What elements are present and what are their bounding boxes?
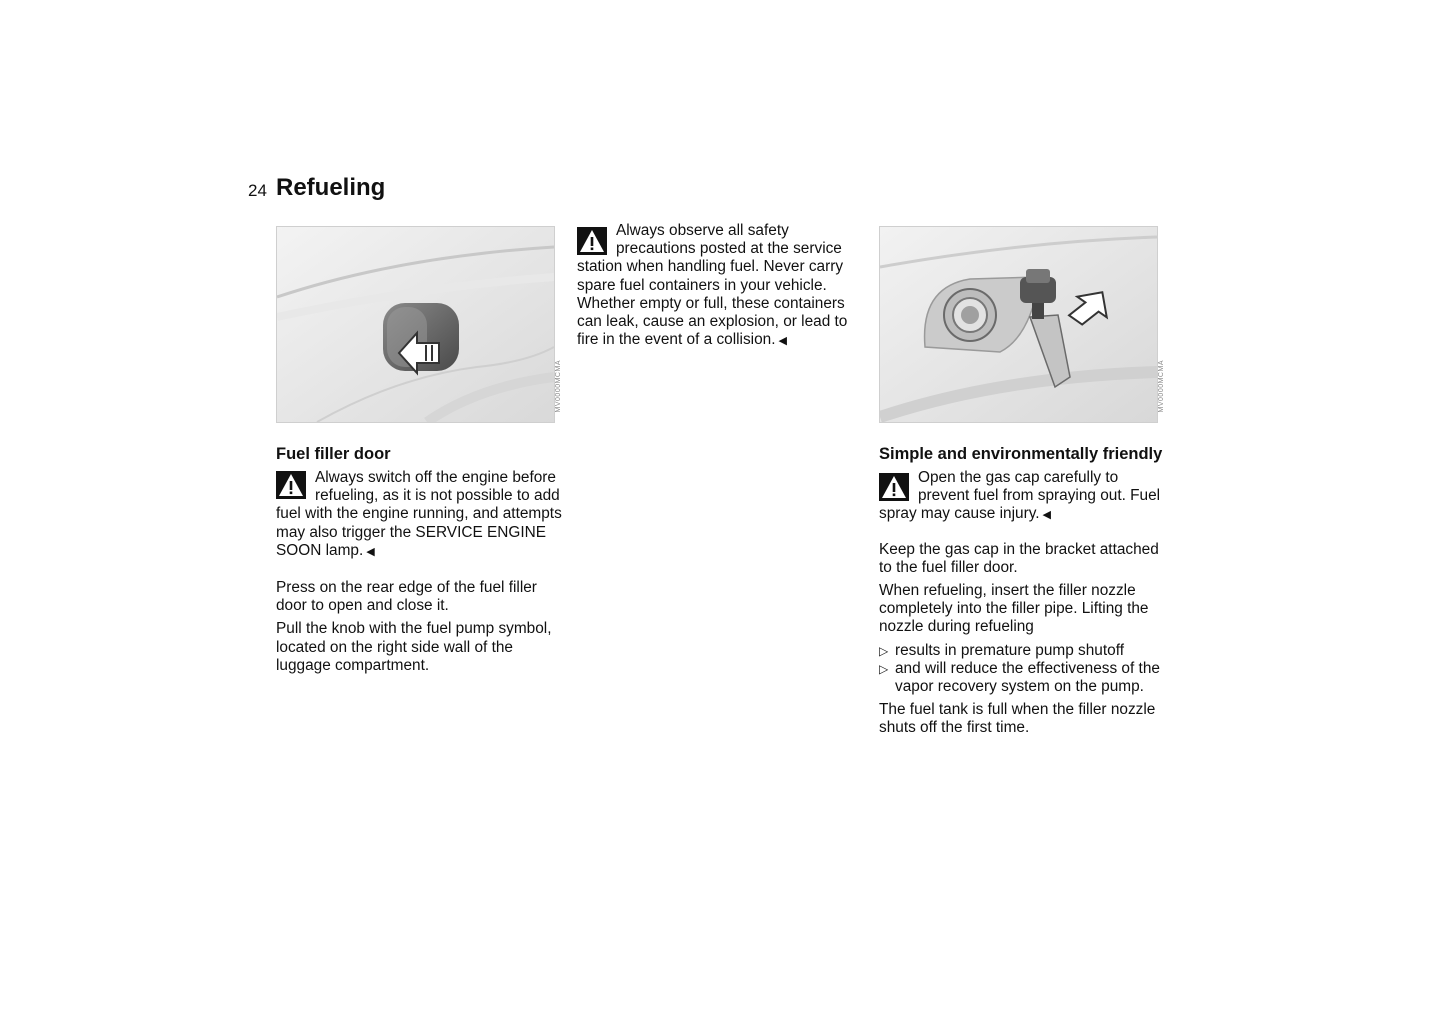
bullet-triangle-icon: ▷: [879, 643, 889, 658]
engine-warning: [276, 469, 568, 561]
nozzle-effects-list: [879, 642, 1171, 697]
safety-warning-text: Always observe all safety precautions posted at the service station when handling fuel. Never carry spare fuel containers in your vehicle. Whether empty or full, these containers can leak, cause an explosion, or lead to fire in the event of a collision.: [577, 222, 848, 349]
engine-warning-text: Always switch off the engine before refueling, as it is not possible to add fuel with the engine running, and attempts may also trigger the SERVICE ENGINE SOON lamp.: [276, 469, 562, 559]
figure-code: MV0000MCMA: [1158, 360, 1165, 413]
gas-cap-warning: [879, 469, 1171, 525]
bracket-paragraph: Keep the gas cap in the bracket attached to the fuel filler door.: [879, 540, 1159, 576]
safety-warning: [577, 222, 869, 350]
page-number: 24: [248, 181, 267, 200]
fuel-filler-door-heading: Fuel filler door: [276, 445, 391, 463]
gas-cap-figure: [879, 226, 1158, 423]
tank-full-paragraph: The fuel tank is full when the filler nozzle shuts off the first time.: [879, 701, 1156, 737]
middle-column: [577, 222, 869, 355]
fuel-filler-door-figure: [276, 226, 555, 423]
knob-paragraph: Pull the knob with the fuel pump symbol, located on the right side wall of the luggage compartment.: [276, 620, 552, 674]
environment-heading: Simple and environmentally friendly: [879, 445, 1163, 463]
warning-triangle-icon: [879, 473, 909, 501]
list-item: ▷ and will reduce the effectiveness of the vapor recovery system on the pump.: [879, 659, 1160, 696]
nozzle-paragraph: When refueling, insert the filler nozzle completely into the filler pipe. Lifting the nozzle during refueling: [879, 582, 1149, 636]
end-mark-icon: ◀: [366, 545, 375, 558]
fuel-filler-door-illustration: [277, 227, 554, 422]
right-column: [879, 444, 1171, 743]
list-item: ▷ results in premature pump shutoff: [879, 641, 1124, 659]
open-door-paragraph: Press on the rear edge of the fuel filler door to open and close it.: [276, 579, 537, 615]
warning-triangle-icon: [577, 227, 607, 255]
gas-cap-warning-text: Open the gas cap carefully to prevent fuel from spraying out. Fuel spray may cause injury.: [879, 469, 1161, 523]
bullet-triangle-icon: ▷: [879, 661, 889, 676]
end-mark-icon: ◀: [778, 335, 787, 348]
left-column: [276, 444, 568, 680]
gas-cap-illustration: [880, 227, 1157, 422]
end-mark-icon: ◀: [1042, 509, 1051, 522]
warning-triangle-icon: [276, 471, 306, 499]
page-title: Refueling: [276, 174, 386, 201]
figure-code: MV0000MCMA: [555, 360, 562, 413]
